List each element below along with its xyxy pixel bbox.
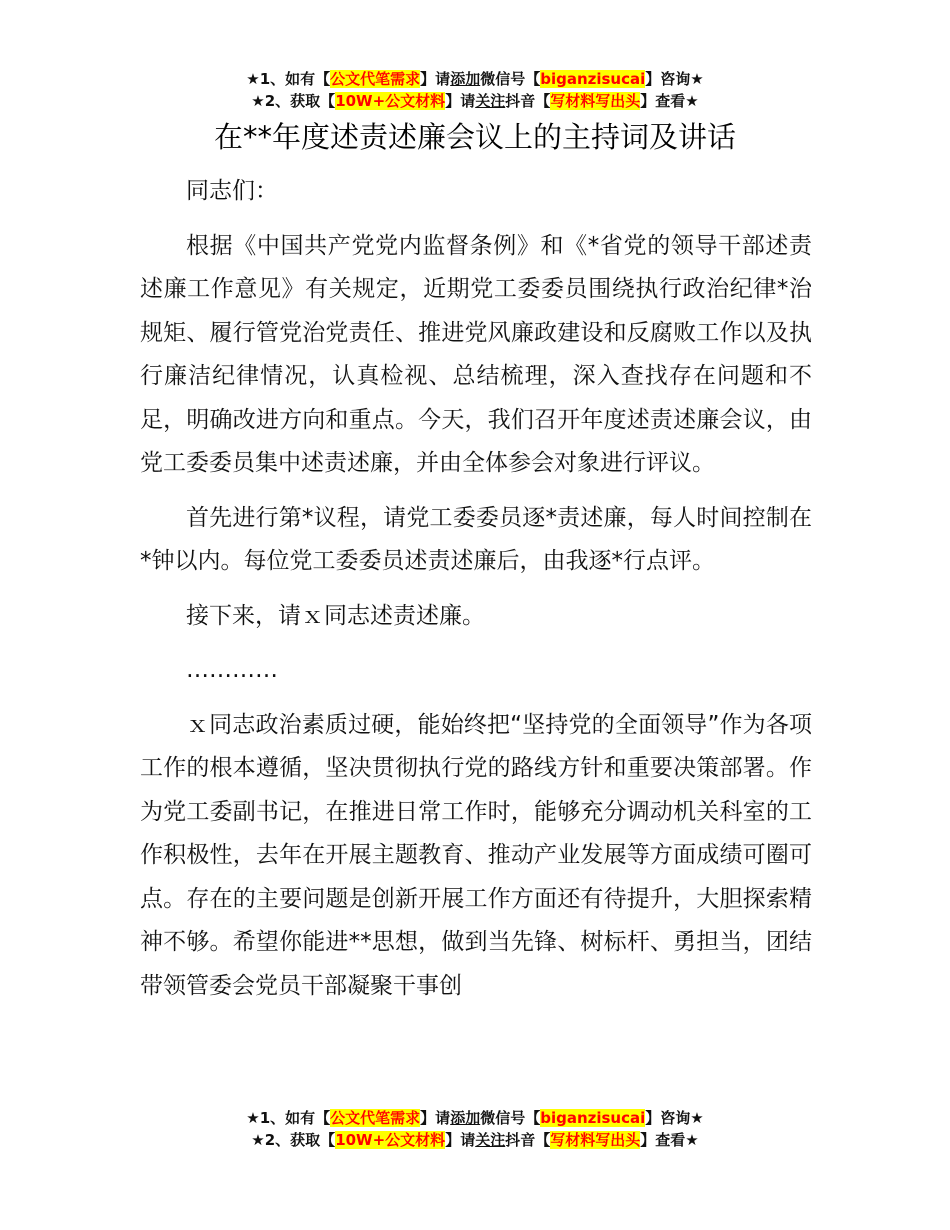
promo-text: 】请 (445, 1131, 476, 1149)
paragraph: 接下来，请ｘ同志述责述廉。 (186, 602, 485, 629)
promo-text: 】咨询★ (645, 1109, 704, 1127)
promo-text: ★1、如有【 (246, 70, 331, 88)
promo-underlined: 添加 (450, 70, 481, 88)
promo-underlined: 关注 (475, 1131, 506, 1149)
promo-text: 抖音【 (505, 92, 551, 110)
promo-text: ★2、获取【 (251, 1131, 336, 1149)
document-body (140, 170, 812, 1019)
promo-highlight: 公文代笔需求 (330, 70, 421, 88)
promo-text: 】查看★ (640, 1131, 699, 1149)
footer-promo-banner (0, 1107, 950, 1151)
paragraph: 首先进行第*议程，请党工委委员逐*责述廉，每人时间控制在*钟以内。每位党工委委员述责述廉后，由我逐*行点评。 (140, 504, 812, 574)
promo-highlight: 10W+公文材料 (335, 92, 446, 110)
paragraph: ………… (186, 657, 278, 683)
promo-underlined: 关注 (475, 92, 506, 110)
promo-text: 】查看★ (640, 92, 699, 110)
greeting: 同志们： (186, 178, 278, 204)
promo-text: 】咨询★ (645, 70, 704, 88)
promo-line-2 (0, 1129, 950, 1151)
paragraph: ｘ同志政治素质过硬，能始终把“坚持党的全面领导”作为各项工作的根本遵循，坚决贯彻执行党的路线方针和重要决策部署。作为党工委副书记，在推进日常工作时，能够充分调动机关科室的工作积极性，去年在开展主题教育、推动产业发展等方面成绩可圈可点。存在的主要问题是创新开展工作方面还有待提升，大胆探索精神不够。希望你能进**思想，做到当先锋、树标杆、勇担当，团结带领管委会党员干部凝聚干事创 (140, 711, 812, 999)
header-promo-banner (0, 68, 950, 112)
promo-text: 微信号【 (480, 1109, 541, 1127)
promo-underlined: 添加 (450, 1109, 481, 1127)
promo-text: ★2、获取【 (251, 92, 336, 110)
promo-highlight: 10W+公文材料 (335, 1131, 446, 1149)
promo-highlight: 写材料写出头 (550, 92, 641, 110)
promo-line-2 (0, 90, 950, 112)
promo-highlight: biganzisucai (540, 70, 646, 88)
document-title: 在**年度述责述廉会议上的主持词及讲话 (213, 120, 736, 154)
promo-highlight: 公文代笔需求 (330, 1109, 421, 1127)
promo-text: 】请 (420, 1109, 451, 1127)
promo-line-1 (0, 68, 950, 90)
promo-line-1 (0, 1107, 950, 1129)
promo-highlight: 写材料写出头 (550, 1131, 641, 1149)
promo-text: 抖音【 (505, 1131, 551, 1149)
promo-text: 】请 (445, 92, 476, 110)
promo-text: ★1、如有【 (246, 1109, 331, 1127)
promo-text: 】请 (420, 70, 451, 88)
promo-highlight: biganzisucai (540, 1109, 646, 1127)
promo-text: 微信号【 (480, 70, 541, 88)
paragraph: 根据《中国共产党党内监督条例》和《*省党的领导干部述责述廉工作意见》有关规定，近期党工委委员围绕执行政治纪律*治规矩、履行管党治党责任、推进党风廉政建设和反腐败工作以及执行廉洁纪律情况，认真检视、总结梳理，深入查找存在问题和不足，明确改进方向和重点。今天，我们召开年度述责述廉会议，由党工委委员集中述责述廉，并由全体参会对象进行评议。 (140, 232, 812, 476)
